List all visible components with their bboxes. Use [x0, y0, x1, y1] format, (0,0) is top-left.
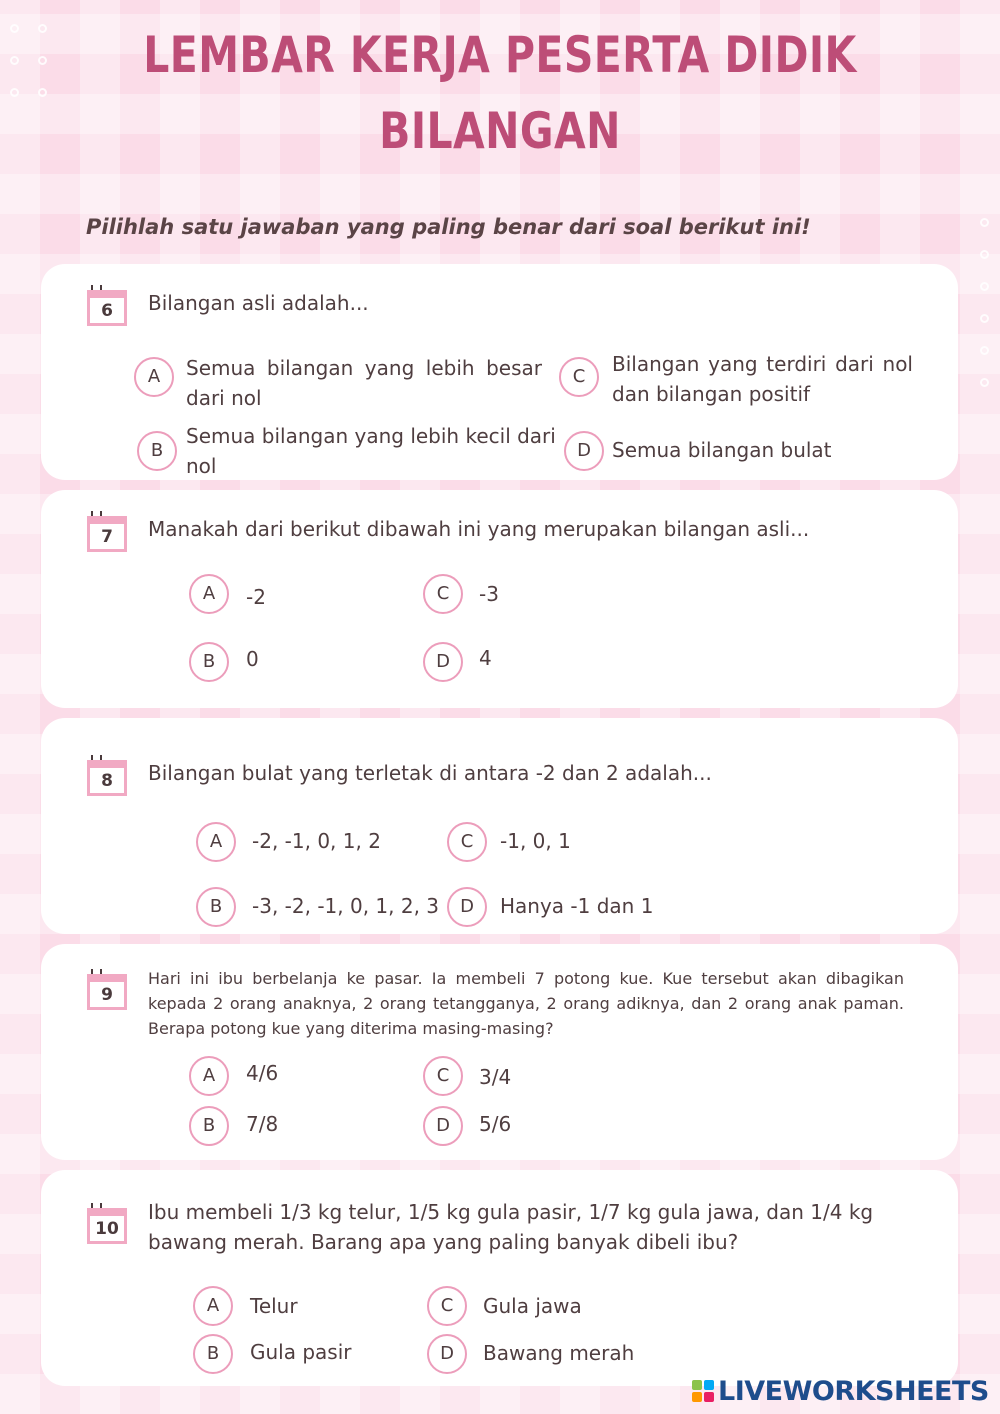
logo-mark-icon — [692, 1380, 714, 1402]
option-a-button[interactable]: A — [193, 1286, 233, 1326]
option-b-text[interactable]: 7/8 — [246, 1112, 279, 1136]
option-a-text[interactable]: Telur — [250, 1294, 298, 1318]
question-number: 10 — [87, 1208, 127, 1244]
question-card-8 — [41, 718, 958, 934]
question-number: 7 — [87, 516, 127, 552]
decoration-ring — [980, 250, 989, 259]
option-a-button[interactable]: A — [134, 357, 174, 397]
option-c-text[interactable]: Gula jawa — [483, 1294, 582, 1318]
option-c-text[interactable]: -1, 0, 1 — [500, 829, 571, 853]
decoration-ring — [980, 218, 989, 227]
option-d-text[interactable]: Semua bilangan bulat — [612, 438, 832, 462]
option-d-button[interactable]: D — [447, 887, 487, 927]
decoration-ring — [980, 314, 989, 323]
option-d-text[interactable]: 5/6 — [479, 1112, 512, 1136]
option-b-button[interactable]: B — [137, 431, 177, 471]
decoration-ring — [38, 56, 47, 65]
decoration-ring — [10, 24, 19, 33]
logo-text: LIVEWORKSHEETS — [718, 1375, 989, 1407]
question-number: 6 — [87, 290, 127, 326]
question-card-9 — [41, 944, 958, 1160]
option-a-text[interactable]: -2, -1, 0, 1, 2 — [252, 829, 381, 853]
question-text: Hari ini ibu berbelanja ke pasar. Ia membeli 7 potong kue. Kue tersebut akan dibagikan kepada 2 orang anaknya, 2 orang tetangganya, 2 orang adiknya, dan 2 orang anak paman. Berapa potong kue yang diterima masing-masing? — [148, 969, 904, 1038]
option-b-text[interactable]: Gula pasir — [250, 1340, 352, 1364]
instruction: Pilihlah satu jawaban yang paling benar dari soal berikut ini! — [86, 215, 811, 239]
option-a-text[interactable]: Semua bilangan yang lebih besar dari nol — [186, 356, 542, 410]
option-b-text[interactable]: 0 — [246, 647, 259, 671]
question-text: Bilangan asli adalah... — [148, 291, 369, 315]
question-number: 9 — [87, 974, 127, 1010]
option-d-text[interactable]: 4 — [479, 646, 492, 670]
decoration-ring — [980, 282, 989, 291]
decoration-ring — [38, 24, 47, 33]
option-b-button[interactable]: B — [189, 1106, 229, 1146]
option-c-button[interactable]: C — [423, 574, 463, 614]
option-d-text[interactable]: Hanya -1 dan 1 — [500, 894, 654, 918]
option-d-button[interactable]: D — [564, 431, 604, 471]
question-text: Ibu membeli 1/3 kg telur, 1/5 kg gula pasir, 1/7 kg gula jawa, dan 1/4 kg bawang merah. Barang apa yang paling banyak dibeli ibu? — [148, 1200, 874, 1254]
option-c-button[interactable]: C — [423, 1056, 463, 1096]
decoration-ring — [10, 88, 19, 97]
option-c-button[interactable]: C — [559, 357, 599, 397]
page-title: LEMBAR KERJA PESERTA DIDIK — [143, 26, 857, 84]
option-a-button[interactable]: A — [196, 822, 236, 862]
option-d-button[interactable]: D — [423, 1106, 463, 1146]
question-text: Manakah dari berikut dibawah ini yang merupakan bilangan asli... — [148, 517, 810, 541]
decoration-ring — [980, 378, 989, 387]
decoration-ring — [980, 346, 989, 355]
option-a-text[interactable]: 4/6 — [246, 1061, 279, 1085]
question-card-10 — [41, 1170, 958, 1386]
option-c-text[interactable]: Bilangan yang terdiri dari nol dan bilangan positif — [612, 352, 913, 406]
question-card-7 — [41, 490, 958, 708]
option-b-text[interactable]: Semua bilangan yang lebih kecil dari nol — [186, 424, 556, 478]
option-b-button[interactable]: B — [196, 887, 236, 927]
question-text: Bilangan bulat yang terletak di antara -2 dan 2 adalah... — [148, 761, 712, 785]
option-b-text[interactable]: -3, -2, -1, 0, 1, 2, 3 — [252, 894, 440, 918]
option-a-button[interactable]: A — [189, 574, 229, 614]
question-number: 8 — [87, 760, 127, 796]
liveworksheets-logo[interactable] — [692, 1374, 989, 1408]
decoration-ring — [10, 56, 19, 65]
option-c-text[interactable]: -3 — [479, 582, 499, 606]
option-c-button[interactable]: C — [427, 1286, 467, 1326]
option-a-button[interactable]: A — [189, 1056, 229, 1096]
option-c-text[interactable]: 3/4 — [479, 1065, 512, 1089]
option-d-button[interactable]: D — [427, 1334, 467, 1374]
option-c-button[interactable]: C — [447, 822, 487, 862]
page-subtitle: BILANGAN — [379, 102, 621, 160]
decoration-ring — [38, 88, 47, 97]
question-card-6 — [41, 264, 958, 480]
option-b-button[interactable]: B — [189, 642, 229, 682]
option-b-button[interactable]: B — [193, 1334, 233, 1374]
option-d-button[interactable]: D — [423, 642, 463, 682]
option-a-text[interactable]: -2 — [246, 585, 266, 609]
option-d-text[interactable]: Bawang merah — [483, 1341, 635, 1365]
